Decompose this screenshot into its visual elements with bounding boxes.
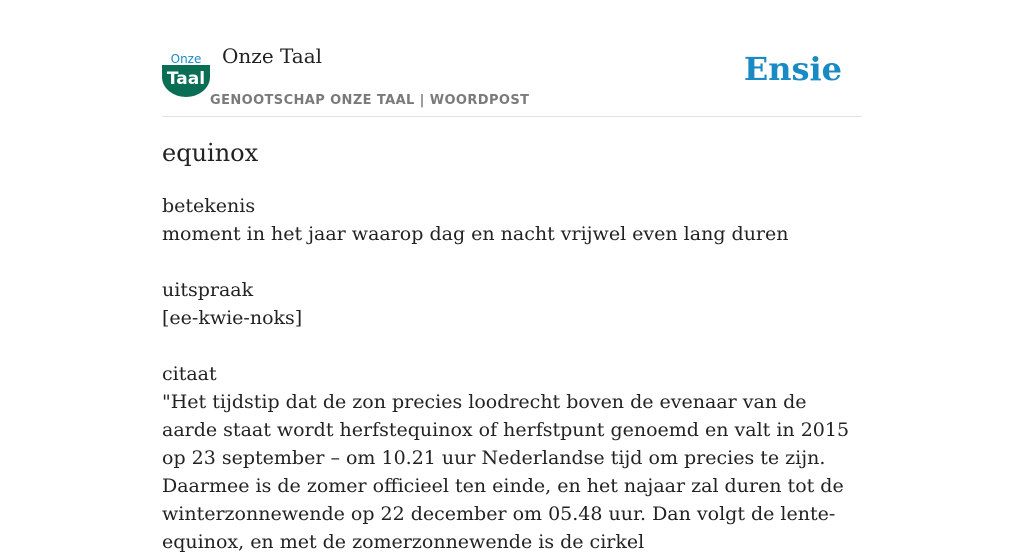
entry-content bbox=[162, 192, 862, 556]
logo-text-top: Onze bbox=[170, 52, 202, 66]
meaning-text: moment in het jaar waarop dag en nacht vrijwel even lang duren bbox=[162, 223, 789, 245]
ensie-brand[interactable]: Ensie bbox=[743, 50, 842, 88]
quote-text: "Het tijdstip dat de zon precies loodrecht boven de evenaar van de aarde staat wordt herfstequinox of herfstpunt genoemd en valt in 2015 op 23 september – om 10.21 uur Nederlandse tijd om precies te zijn. Daarmee is de zomer officieel ten einde, en het najaar zal duren tot de winterzonnewende op 22 december om 05.48 uur. Dan volgt de lente-equinox, en met de zomerzonnewende is de cirkel bbox=[162, 391, 850, 553]
quote-label: citaat bbox=[162, 363, 217, 385]
entry-card bbox=[162, 0, 862, 553]
entry-title: equinox bbox=[162, 139, 259, 167]
pronunciation-label: uitspraak bbox=[162, 279, 254, 301]
site-name[interactable]: Onze Taal bbox=[222, 44, 323, 68]
pronunciation-text: [ee-kwie-noks] bbox=[162, 307, 303, 329]
onze-taal-logo[interactable] bbox=[162, 51, 210, 97]
logo-text-bottom: Taal bbox=[166, 69, 206, 89]
meaning-label: betekenis bbox=[162, 195, 256, 217]
header bbox=[162, 0, 862, 117]
subtitle: GENOOTSCHAP ONZE TAAL | WOORDPOST bbox=[210, 93, 530, 108]
